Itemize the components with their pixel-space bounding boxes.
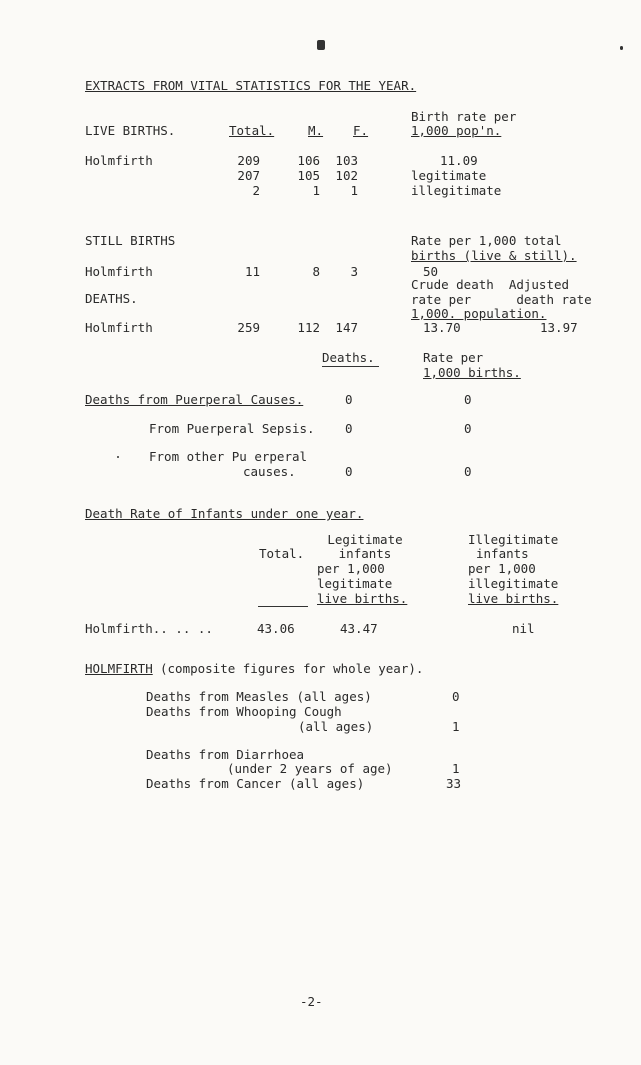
puerperal-row-label: From other Pu erperal <box>149 449 308 464</box>
header-rule <box>322 366 379 367</box>
still-m-cell: 8 <box>312 264 320 279</box>
deaths-heading: DEATHS. <box>85 291 138 306</box>
still-rate-header-1: Rate per 1,000 total <box>411 233 562 248</box>
illegit-header-line: per 1,000 <box>468 561 536 576</box>
deaths-f-cell: 147 <box>335 320 358 335</box>
births-m-cell: 106 <box>297 153 320 168</box>
birth-rate-header-2: 1,000 pop'n. <box>411 123 502 138</box>
illegit-header-line: live births. <box>468 591 559 606</box>
scan-mark <box>317 40 325 50</box>
death-rate-header-1: Crude death Adjusted <box>411 277 570 292</box>
puerperal-deaths-cell: 0 <box>345 464 353 479</box>
puerperal-rate-cell: 0 <box>464 421 472 436</box>
col-f-header: F. <box>353 123 369 138</box>
composite-row-label: Deaths from Cancer (all ages) <box>146 776 365 791</box>
legit-header-line: live births. <box>317 591 408 606</box>
scan-mark <box>117 456 119 458</box>
composite-row-label: Deaths from Diarrhoea <box>146 747 305 762</box>
col-total-header: Total. <box>229 123 275 138</box>
puerperal-rate-cell: 0 <box>464 464 472 479</box>
illegit-header-line: illegitimate <box>468 576 559 591</box>
still-total-cell: 11 <box>244 264 260 279</box>
puerperal-deaths-cell: 0 <box>345 392 353 407</box>
illegit-header-line: Illegitimate <box>468 532 559 547</box>
composite-row-label-cont: (all ages) <box>298 719 374 734</box>
composite-row-value: 0 <box>452 689 460 704</box>
still-rate-header-2: births (live & still). <box>411 248 577 263</box>
births-m-cell: 105 <box>297 168 320 183</box>
births-rate-cell: legitimate <box>411 168 487 183</box>
legit-header-line: Legitimate <box>327 532 403 547</box>
composite-row-value: 33 <box>446 776 462 791</box>
composite-row-value: 1 <box>452 761 460 776</box>
place-label: Holmfirth <box>85 264 153 279</box>
page-number: -2- <box>300 994 323 1009</box>
place-label: Holmfirth <box>85 153 153 168</box>
still-f-cell: 3 <box>350 264 358 279</box>
adjusted-rate-cell: 13.97 <box>540 320 578 335</box>
birth-rate-header-1: Birth rate per <box>411 109 517 124</box>
legit-header-line: legitimate <box>317 576 393 591</box>
place-label: Holmfirth <box>85 320 153 335</box>
still-births-heading: STILL BIRTHS <box>85 233 176 248</box>
puerperal-row-label: From Puerperal Sepsis. <box>149 421 315 436</box>
deaths-total-cell: 259 <box>237 320 260 335</box>
legit-header-line: infants <box>338 546 392 561</box>
composite-row-value: 1 <box>452 719 460 734</box>
births-rate-cell: illegitimate <box>411 183 502 198</box>
scan-mark <box>620 46 623 50</box>
death-rate-header-2: rate per death rate <box>411 292 592 307</box>
still-rate-cell: 50 <box>423 264 439 279</box>
death-rate-header-3: 1,000. population. <box>411 306 547 321</box>
births-f-cell: 103 <box>335 153 358 168</box>
infants-total-cell: 43.06 <box>257 621 295 636</box>
header-rule <box>258 606 308 607</box>
puerperal-deaths-cell: 0 <box>345 421 353 436</box>
infants-total-header: Total. <box>259 546 305 561</box>
births-total-cell: 209 <box>237 153 260 168</box>
legit-header-line: per 1,000 <box>317 561 385 576</box>
illegit-header-line: infants <box>476 546 529 561</box>
page-title: EXTRACTS FROM VITAL STATISTICS FOR THE YEAR. <box>85 78 417 93</box>
puerperal-rate-header-2: 1,000 births. <box>423 365 521 380</box>
crude-rate-cell: 13.70 <box>423 320 461 335</box>
infants-illegit-cell: nil <box>512 621 535 636</box>
composite-row-label-cont: (under 2 years of age) <box>227 761 393 776</box>
col-m-header: M. <box>308 123 324 138</box>
births-f-cell: 1 <box>350 183 358 198</box>
infants-legit-cell: 43.47 <box>340 621 378 636</box>
births-total-cell: 207 <box>237 168 260 183</box>
live-births-heading: LIVE BIRTHS. <box>85 123 176 138</box>
composite-heading: HOLMFIRTH <box>85 661 153 676</box>
puerperal-rate-cell: 0 <box>464 392 472 407</box>
puerperal-row-label: Deaths from Puerperal Causes. <box>85 392 304 407</box>
puerperal-row-label-cont: causes. <box>243 464 296 479</box>
births-rate-cell: 11.09 <box>440 153 478 168</box>
births-f-cell: 102 <box>335 168 358 183</box>
place-label: Holmfirth.. .. .. <box>85 621 213 636</box>
composite-row-label: Deaths from Measles (all ages) <box>146 689 372 704</box>
infants-heading: Death Rate of Infants under one year. <box>85 506 364 521</box>
deaths-m-cell: 112 <box>297 320 320 335</box>
composite-row-label: Deaths from Whooping Cough <box>146 704 342 719</box>
puerperal-rate-header-1: Rate per <box>423 350 484 365</box>
births-total-cell: 2 <box>252 183 260 198</box>
births-m-cell: 1 <box>312 183 320 198</box>
composite-heading-rest: (composite figures for whole year). <box>160 661 424 676</box>
puerperal-deaths-header: Deaths. <box>322 350 375 365</box>
